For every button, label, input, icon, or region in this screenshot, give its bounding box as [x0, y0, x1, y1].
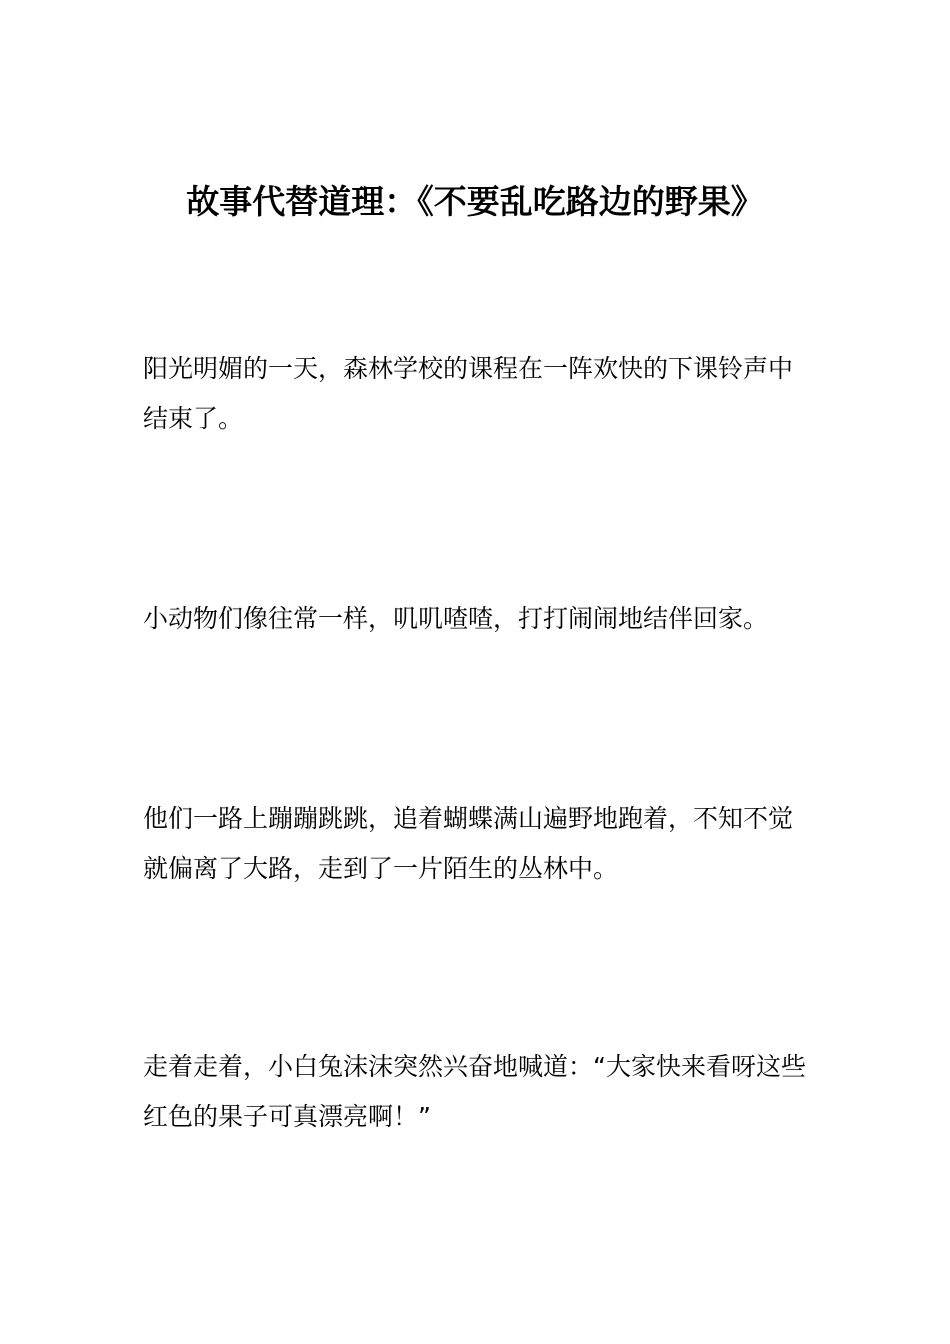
document-title: 故事代替道理：《不要乱吃路边的野果》 [186, 182, 764, 222]
paragraph-4: 走着走着，小白兔沫沫突然兴奋地喊道：“大家快来看呀这些红色的果子可真漂亮啊！” [143, 1052, 806, 1131]
paragraph-2: 小动物们像往常一样，叽叽喳喳，打打闹闹地结伴回家。 [143, 604, 769, 633]
paragraph-3: 他们一路上蹦蹦跳跳，追着蝴蝶满山遍野地跑着，不知不觉就偏离了大路，走到了一片陌生的丛林中。 [143, 804, 794, 883]
paragraph-1: 阳光明媚的一天，森林学校的课程在一阵欢快的下课铃声中结束了。 [143, 354, 794, 433]
